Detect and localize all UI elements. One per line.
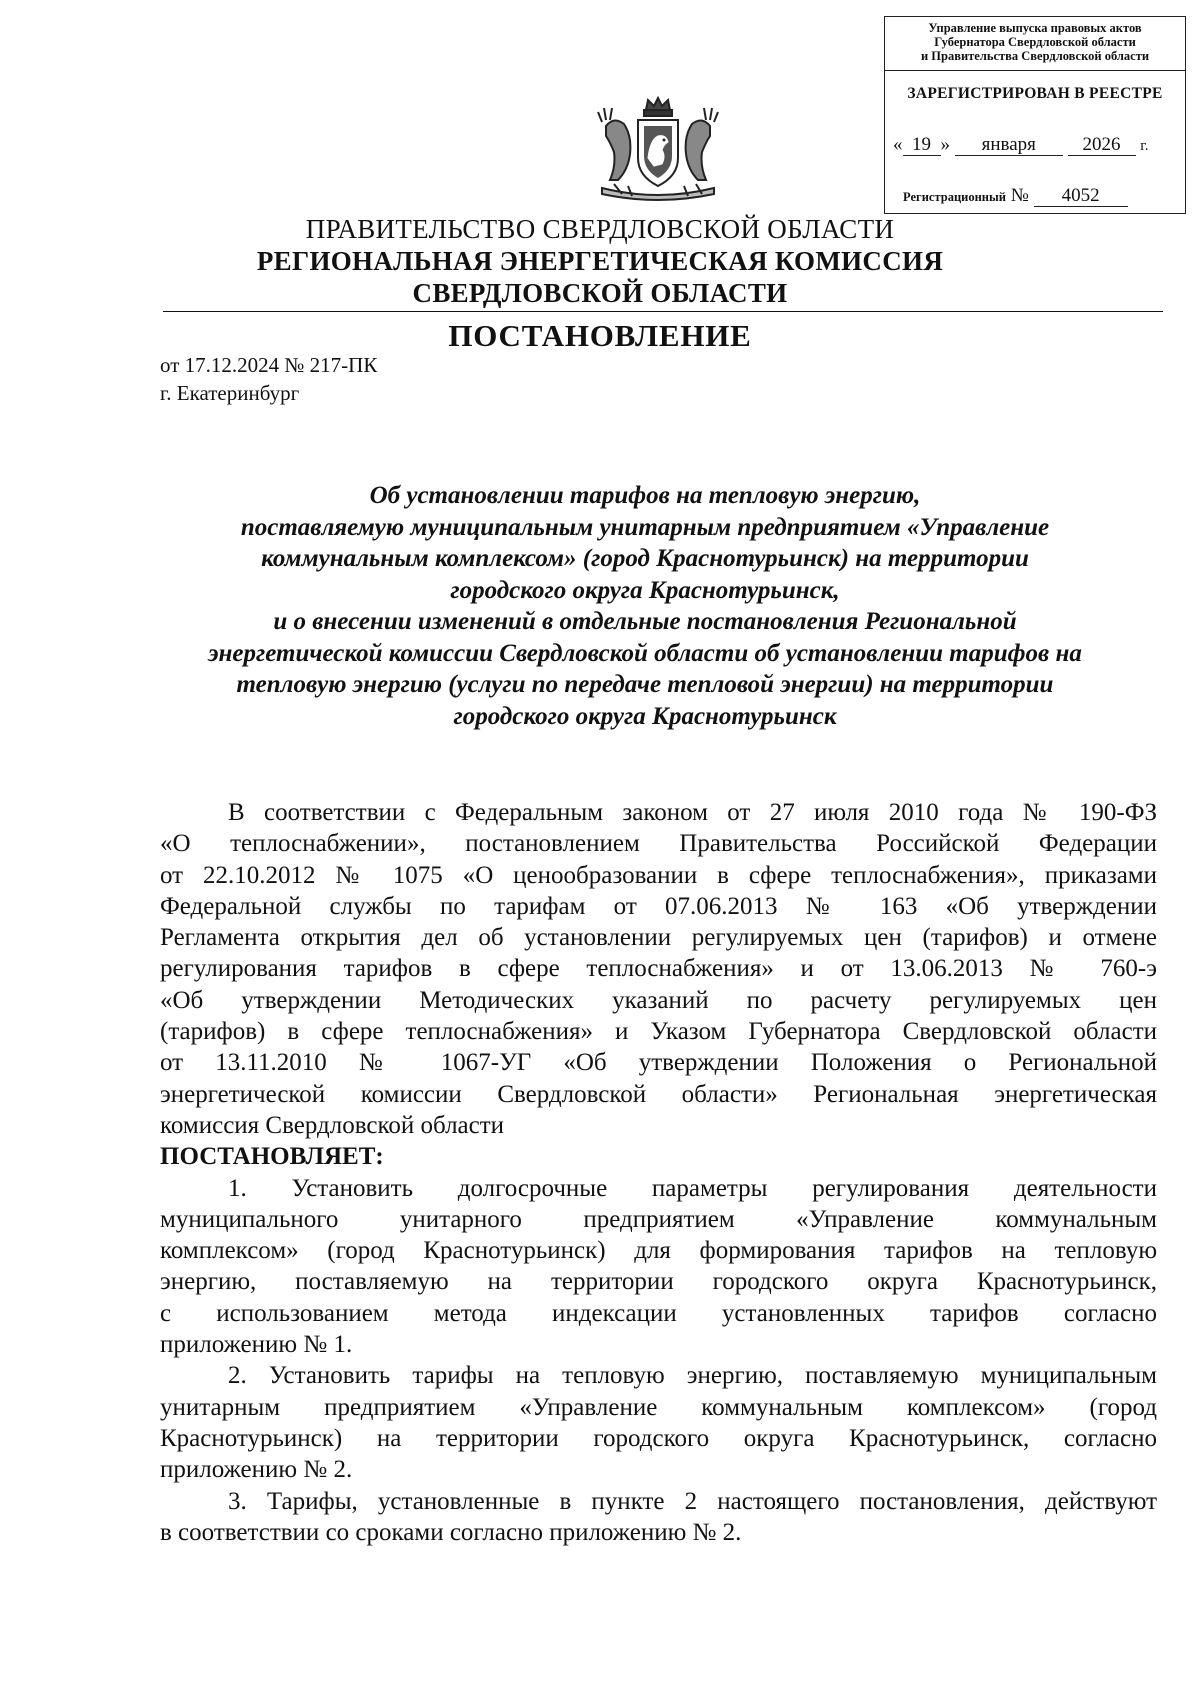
body-line: Краснотурьинск) на территории городского округа Краснотурьинск, согласно: [160, 1424, 1157, 1452]
body-line: «О теплоснабжении», постановлением Правительства Российской Федерации: [160, 830, 1157, 858]
body-line: приложению № 2.: [160, 1456, 353, 1484]
subject-line: Об установлении тарифов на тепловую энергию,: [369, 482, 921, 509]
body-line: унитарным предприятием «Управление коммунальным комплексом» (город: [160, 1393, 1157, 1421]
stamp-org-line: и Правительства Свердловской области: [920, 49, 1150, 63]
item-2: [160, 1360, 1157, 1485]
document-date-number: от 17.12.2024 № 217-ПК: [160, 353, 378, 377]
body-line: с использованием метода индексации установленных тарифов согласно: [160, 1299, 1157, 1327]
subject-line: коммунальным комплексом» (город Краснотурьинск) на территории: [261, 545, 1029, 572]
item-3: [160, 1486, 1157, 1549]
government-title: ПРАВИТЕЛЬСТВО СВЕРДЛОВСКОЙ ОБЛАСТИ: [305, 214, 895, 244]
subject-line: и о внесении изменений в отдельные постановления Региональной: [273, 608, 1017, 635]
stamp-num-sign: №: [1010, 185, 1029, 206]
body-line: муниципального унитарного предприятием «Управление коммунальным: [160, 1205, 1157, 1233]
body-line: энергетической комиссии Свердловской области» Региональная энергетическая: [160, 1080, 1157, 1108]
header-divider: [163, 311, 1163, 312]
stamp-header: [885, 17, 1185, 71]
body-line: от 13.11.2010 № 1067-УГ «Об утверждении Положения о Региональной: [160, 1049, 1157, 1077]
document-city: г. Екатеринбург: [160, 381, 300, 405]
body-line: комиссия Свердловской области: [160, 1111, 505, 1139]
subject-line: городского округа Краснотурьинск: [453, 702, 837, 730]
document-body: [160, 797, 1157, 1548]
subject-line: тепловую энергию (услуги по передаче тепловой энергии) на территории: [236, 671, 1054, 698]
body-line: 3. Тарифы, установленные в пункте 2 настоящего постановления, действуют: [228, 1487, 1157, 1515]
commission-title-line1: РЕГИОНАЛЬНАЯ ЭНЕРГЕТИЧЕСКАЯ КОМИССИЯ: [256, 246, 944, 276]
preamble: [160, 797, 1157, 1141]
document-subject: [150, 480, 1140, 732]
stamp-reg-number: 4052: [1034, 186, 1128, 207]
body-line: приложению № 1.: [160, 1331, 353, 1359]
resolves-heading: ПОСТАНОВЛЯЕТ:: [160, 1143, 384, 1171]
stamp-month: января: [955, 135, 1063, 156]
body-line: «Об утверждении Методических указаний по расчету регулируемых цен: [160, 986, 1157, 1014]
body-line: (тарифов) в сфере теплоснабжения» и Указом Губернатора Свердловской области: [160, 1018, 1157, 1046]
stamp-reg-label: Регистрационный: [903, 190, 1006, 204]
body-line: регулирования тарифов в сфере теплоснабжения» и от 13.06.2013 № 760-э: [160, 955, 1157, 983]
document-type: ПОСТАНОВЛЕНИЕ: [448, 318, 752, 353]
body-line: в соответствии со сроками согласно приложению № 2.: [160, 1518, 742, 1546]
stamp-day: 19: [903, 135, 941, 156]
subject-line: энергетической комиссии Свердловской области об установлении тарифов на: [208, 639, 1082, 667]
stamp-org-line: Управление выпуска правовых актов: [928, 21, 1142, 35]
stamp-year-suffix: г.: [1140, 138, 1149, 154]
sverdlovsk-coat-of-arms-icon: [588, 96, 728, 204]
commission-title-line2: СВЕРДЛОВСКОЙ ОБЛАСТИ: [412, 278, 788, 308]
body-line: энергию, поставляемую на территории городского округа Краснотурьинск,: [160, 1268, 1157, 1296]
subject-line: городского округа Краснотурьинск,: [450, 576, 840, 604]
body-line: В соответствии с Федеральным законом от 27 июля 2010 года № 190-ФЗ: [228, 799, 1157, 826]
body-line: 2. Установить тарифы на тепловую энергию, поставляемую муниципальным: [228, 1362, 1157, 1390]
stamp-quote-open: «: [893, 134, 903, 155]
subject-line: поставляемую муниципальным унитарным предприятием «Управление: [240, 513, 1050, 541]
item-1: [160, 1173, 1157, 1361]
body-line: Федеральной службы по тарифам от 07.06.2013 № 163 «Об утверждении: [160, 892, 1157, 920]
body-line: Регламента открытия дел об установлении регулируемых цен (тарифов) и отмене: [160, 924, 1157, 952]
body-line: 1. Установить долгосрочные параметры регулирования деятельности: [228, 1174, 1157, 1202]
stamp-org-line: Губернатора Свердловской области: [934, 35, 1136, 49]
body-line: комплексом» (город Краснотурьинск) для формирования тарифов на тепловую: [160, 1237, 1157, 1265]
stamp-quote-close: »: [940, 134, 950, 155]
registration-stamp: [884, 16, 1186, 214]
stamp-date: [893, 134, 1148, 156]
stamp-year: 2026: [1068, 135, 1136, 156]
body-line: от 22.10.2012 № 1075 «О ценообразовании в сфере теплоснабжения», приказами: [160, 861, 1157, 889]
stamp-number: [903, 185, 1128, 207]
stamp-registered-label: ЗАРЕГИСТРИРОВАН В РЕЕСТРЕ: [907, 85, 1163, 102]
